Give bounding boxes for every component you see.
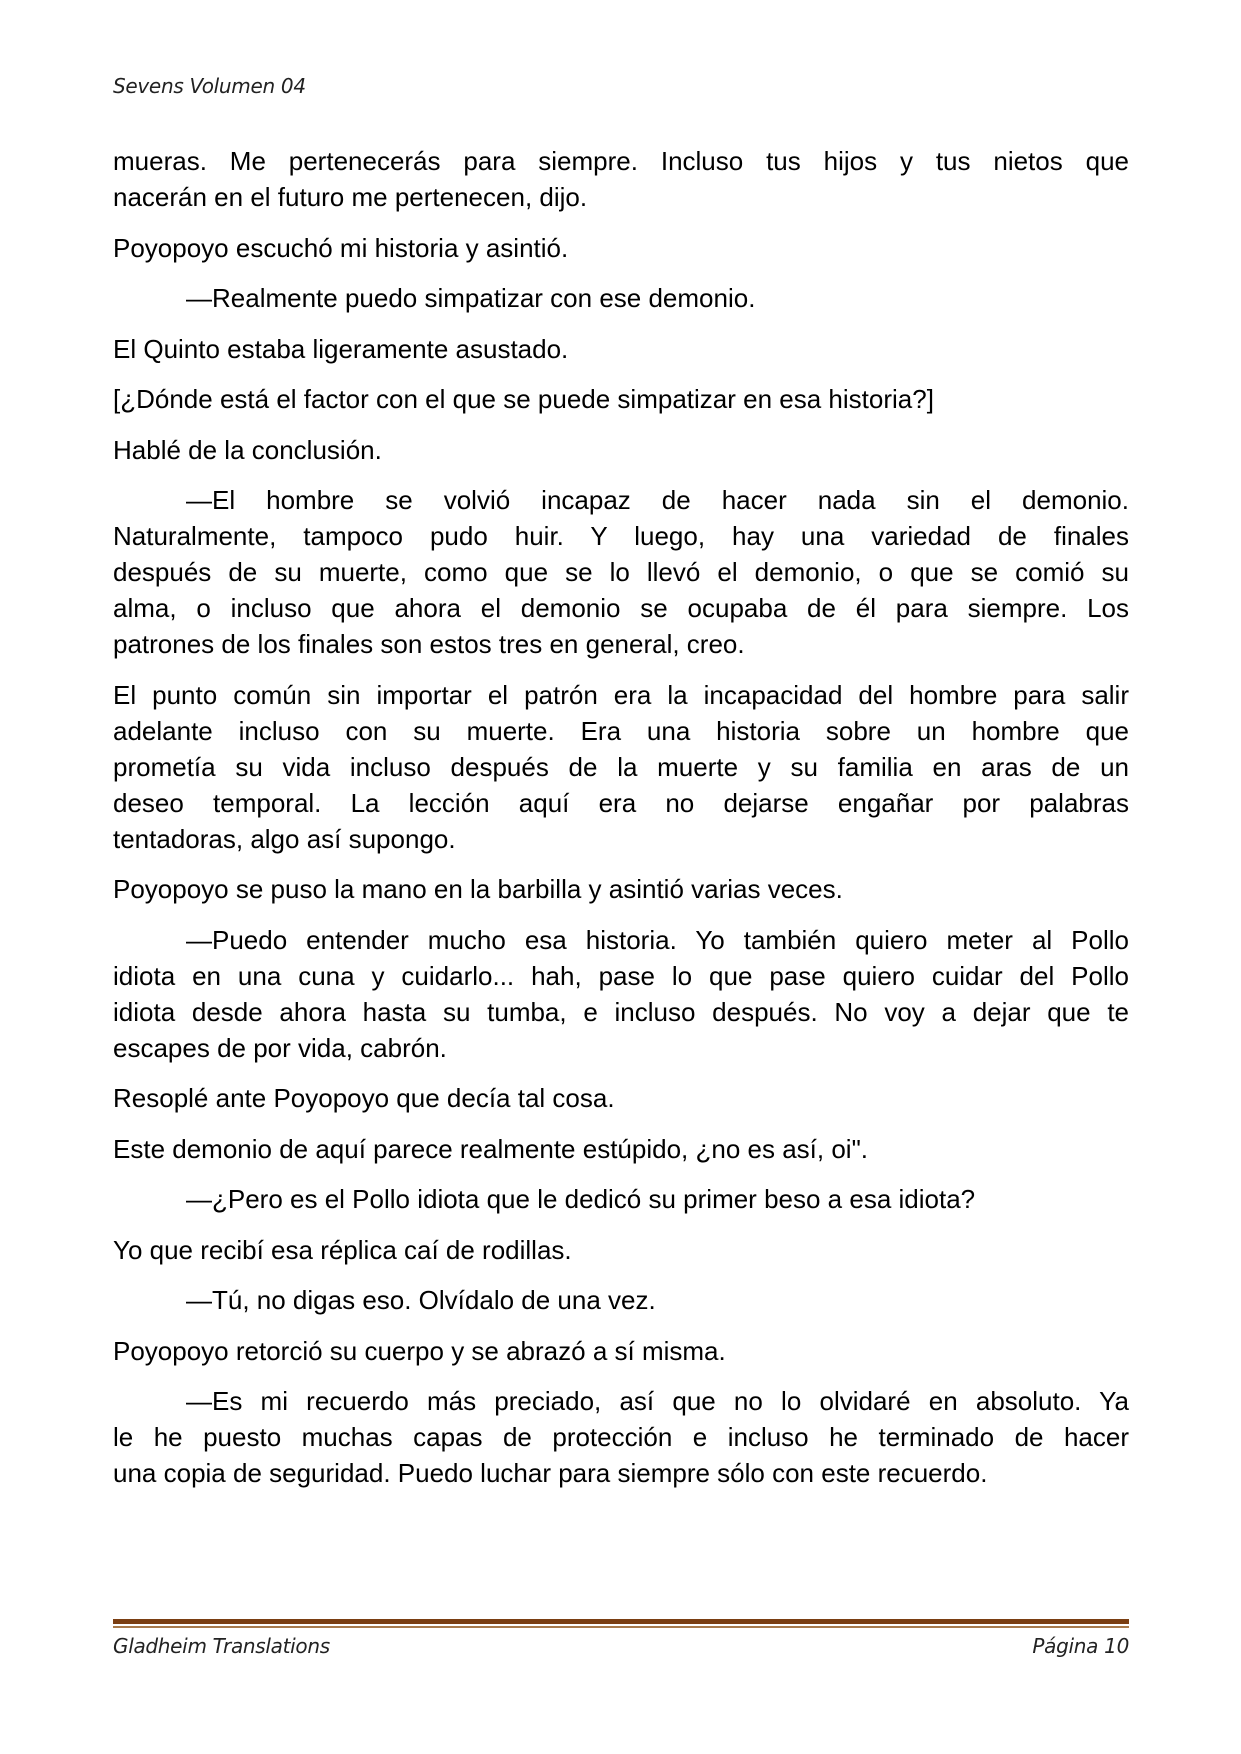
text-line: alma, o incluso que ahora el demonio se ocupaba de él para siempre. Los (113, 593, 1129, 623)
text-line: una copia de seguridad. Puedo luchar para siempre sólo con este recuerdo. (113, 1458, 988, 1488)
text-line: Naturalmente, tampoco pudo huir. Y luego, hay una variedad de finales (113, 521, 1129, 551)
dialogue-paragraph (113, 922, 1129, 1066)
paragraph (113, 1232, 1129, 1268)
text-line: Poyopoyo se puso la mano en la barbilla y asintió varias veces. (113, 874, 843, 904)
footer-publisher: Gladheim Translations (113, 1634, 330, 1658)
text-line: le he puesto muchas capas de protección e incluso he terminado de hacer (113, 1422, 1129, 1452)
paragraph (113, 331, 1129, 367)
text-line: idiota en una cuna y cuidarlo... hah, pase lo que pase quiero cuidar del Pollo (113, 960, 1129, 991)
text-line: —Es mi recuerdo más preciado, así que no lo olvidaré en absoluto. Ya (186, 1386, 1129, 1416)
paragraph (113, 1333, 1129, 1369)
text-line: escapes de por vida, cabrón. (113, 1032, 447, 1063)
paragraph (113, 871, 1129, 907)
paragraph (113, 230, 1129, 266)
dialogue-paragraph (113, 1282, 1129, 1318)
dialogue-paragraph (113, 482, 1129, 662)
paragraph (113, 677, 1129, 857)
paragraph (113, 432, 1129, 468)
text-line: Poyopoyo escuchó mi historia y asintió. (113, 232, 569, 263)
dialogue-paragraph (113, 280, 1129, 316)
dialogue-paragraph (113, 1181, 1129, 1217)
text-line: mueras. Me pertenecerás para siempre. Incluso tus hijos y tus nietos que (113, 146, 1129, 176)
text-line: nacerán en el futuro me pertenecen, dijo. (113, 182, 588, 212)
footer-divider (113, 1619, 1129, 1624)
footer-divider-thin (113, 1626, 1129, 1628)
text-line: [¿Dónde está el factor con el que se puede simpatizar en esa historia?] (113, 384, 934, 414)
text-line: Resoplé ante Poyopoyo que decía tal cosa. (113, 1083, 615, 1113)
paragraph (113, 143, 1129, 215)
text-line: Yo que recibí esa réplica caí de rodillas. (113, 1234, 572, 1265)
text-line: —Puedo entender mucho esa historia. Yo también quiero meter al Pollo (186, 924, 1129, 955)
text-line: Poyopoyo retorció su cuerpo y se abrazó a sí misma. (113, 1335, 726, 1366)
text-line: —Realmente puedo simpatizar con ese demonio. (186, 283, 756, 313)
text-line: tentadoras, algo así supongo. (113, 823, 456, 854)
page-body-text (113, 143, 1129, 1506)
text-line: adelante incluso con su muerte. Era una historia sobre un hombre que (113, 715, 1129, 746)
text-line: El punto común sin importar el patrón era la incapacidad del hombre para salir (113, 679, 1129, 710)
paragraph (113, 1080, 1129, 1116)
text-line: después de su muerte, como que se lo llevó el demonio, o que se comió su (113, 557, 1129, 587)
paragraph (113, 1131, 1129, 1167)
text-line: —Tú, no digas eso. Olvídalo de una vez. (186, 1285, 656, 1315)
running-header-title: Sevens Volumen 04 (113, 74, 306, 98)
text-line: —¿Pero es el Pollo idiota que le dedicó su primer beso a esa idiota? (186, 1184, 976, 1214)
text-line: idiota desde ahora hasta su tumba, e incluso después. No voy a dejar que te (113, 996, 1129, 1027)
footer-page-number: Página 10 (1032, 1634, 1129, 1658)
text-line: El Quinto estaba ligeramente asustado. (113, 333, 569, 364)
text-line: patrones de los finales son estos tres en general, creo. (113, 629, 745, 659)
paragraph (113, 381, 1129, 417)
text-line: deseo temporal. La lección aquí era no dejarse engañar por palabras (113, 787, 1129, 818)
text-line: Hablé de la conclusión. (113, 434, 382, 465)
text-line: prometía su vida incluso después de la muerte y su familia en aras de un (113, 751, 1129, 782)
text-line: —El hombre se volvió incapaz de hacer nada sin el demonio. (186, 485, 1129, 515)
text-line: Este demonio de aquí parece realmente estúpido, ¿no es así, oi". (113, 1133, 869, 1164)
dialogue-paragraph (113, 1383, 1129, 1491)
